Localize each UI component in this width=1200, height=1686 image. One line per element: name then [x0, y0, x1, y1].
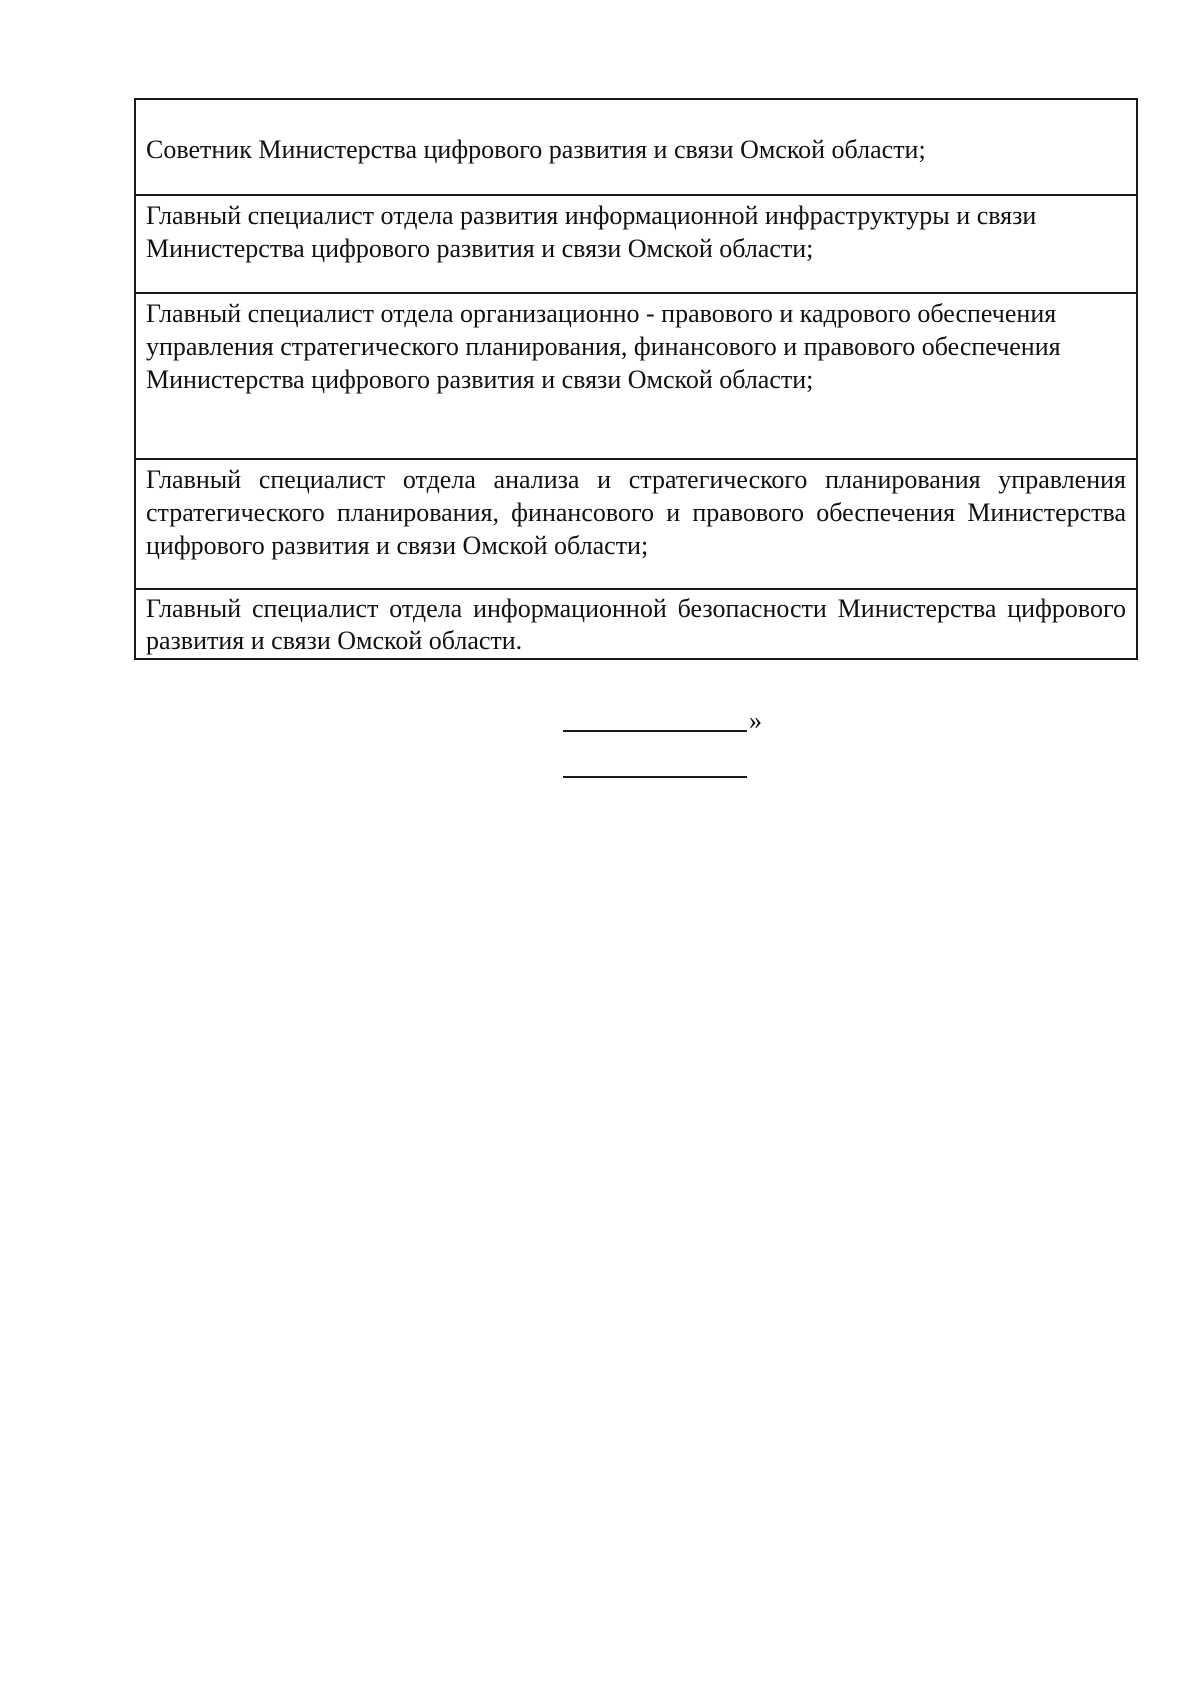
- table-row: [135, 293, 1137, 459]
- closing-block: [563, 690, 763, 782]
- position-cell: Главный специалист отдела информационной безопасности Министерства цифрового развития и связи Омской области.: [135, 589, 1137, 659]
- table-row: [135, 99, 1137, 195]
- closing-rule: [563, 730, 747, 732]
- closing-line: [563, 690, 763, 738]
- table-row: [135, 459, 1137, 589]
- closing-rule: [563, 776, 747, 778]
- position-cell: Главный специалист отдела анализа и стратегического планирования управления стратегического планирования, финансового и правового обеспечения Министерства цифрового развития и связи Омской области;: [135, 459, 1137, 589]
- table-row: [135, 195, 1137, 293]
- table-row: [135, 589, 1137, 659]
- position-cell: Главный специалист отдела развития информационной инфраструктуры и связи Министерства цифрового развития и связи Омской области;: [135, 195, 1137, 293]
- position-cell: Советник Министерства цифрового развития и связи Омской области;: [135, 99, 1137, 195]
- closing-quote-mark: »: [749, 706, 762, 735]
- position-cell: Главный специалист отдела организационно - правового и кадрового обеспечения управления стратегического планирования, финансового и правового обеспечения Министерства цифрового развития и связи Омской области;: [135, 293, 1137, 459]
- closing-line: [563, 738, 763, 782]
- positions-table: [134, 98, 1138, 660]
